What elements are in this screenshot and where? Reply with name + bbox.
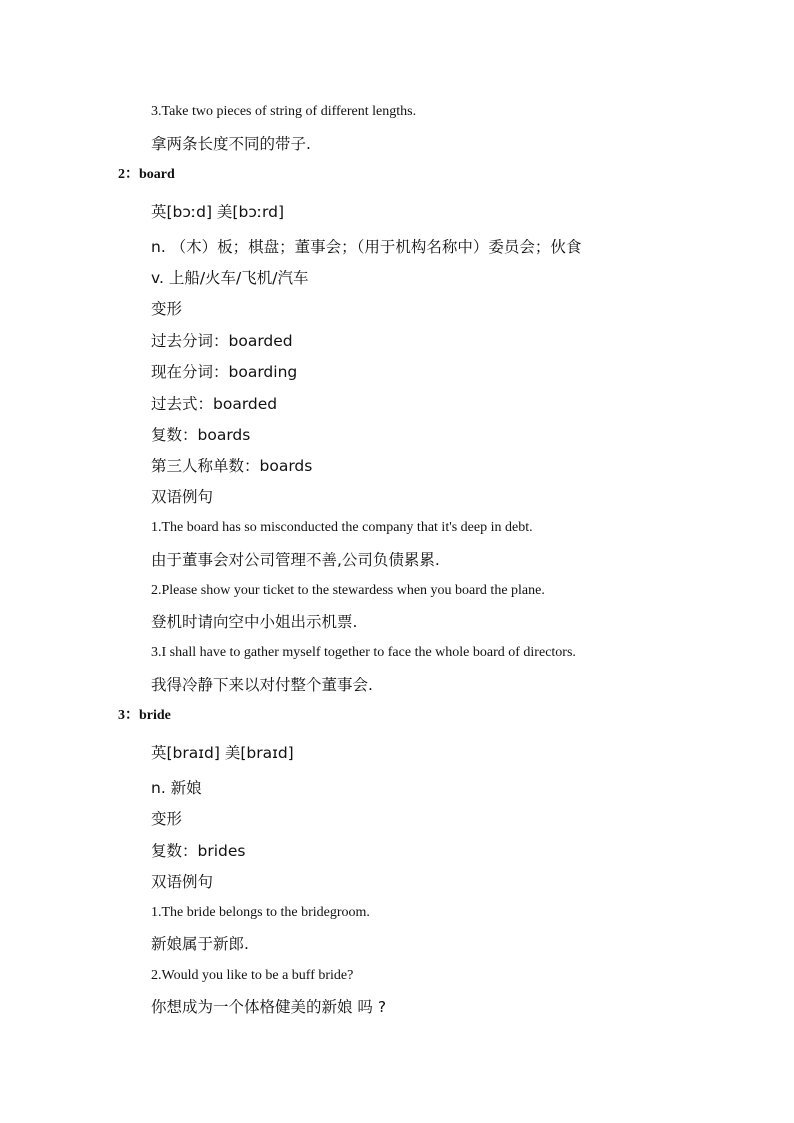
word-form: 过去式：boarded <box>151 395 278 413</box>
example-en: 3.Take two pieces of string of different lengths. <box>151 104 417 119</box>
definition: n. （木）板；棋盘；董事会；（用于机构名称中）委员会；伙食 <box>151 238 582 256</box>
example-zh: 登机时请向空中小姐出示机票. <box>151 613 358 631</box>
definition: v. 上船/火车/飞机/汽车 <box>151 269 309 287</box>
example-zh: 拿两条长度不同的带子. <box>151 135 311 153</box>
word-form: 复数：brides <box>151 842 246 860</box>
forms-label: 变形 <box>151 300 183 318</box>
phonetic: 英[bɔːd] 美[bɔːrd] <box>151 203 285 221</box>
examples-label: 双语例句 <box>151 488 214 506</box>
entry-heading-board: 2：board <box>118 167 175 182</box>
example-zh: 我得冷静下来以对付整个董事会. <box>151 676 373 694</box>
example-zh: 由于董事会对公司管理不善,公司负债累累. <box>151 551 440 569</box>
word-form: 现在分词：boarding <box>151 363 298 381</box>
phonetic: 英[braɪd] 美[braɪd] <box>151 744 294 762</box>
example-en: 2.Would you like to be a buff bride? <box>151 968 354 983</box>
example-zh: 你想成为一个体格健美的新娘 吗 ? <box>151 998 387 1016</box>
example-en: 2.Please show your ticket to the stewardess when you board the plane. <box>151 583 545 598</box>
example-zh: 新娘属于新郎. <box>151 935 249 953</box>
word-form: 过去分词：boarded <box>151 332 293 350</box>
word-form: 复数：boards <box>151 426 251 444</box>
entry-heading-bride: 3：bride <box>118 708 171 723</box>
word-form: 第三人称单数：boards <box>151 457 313 475</box>
example-en: 1.The board has so misconducted the company that it's deep in debt. <box>151 520 533 535</box>
forms-label: 变形 <box>151 810 183 828</box>
example-en: 3.I shall have to gather myself together to face the whole board of directors. <box>151 645 576 660</box>
examples-label: 双语例句 <box>151 873 214 891</box>
definition: n. 新娘 <box>151 779 202 797</box>
example-en: 1.The bride belongs to the bridegroom. <box>151 905 370 920</box>
